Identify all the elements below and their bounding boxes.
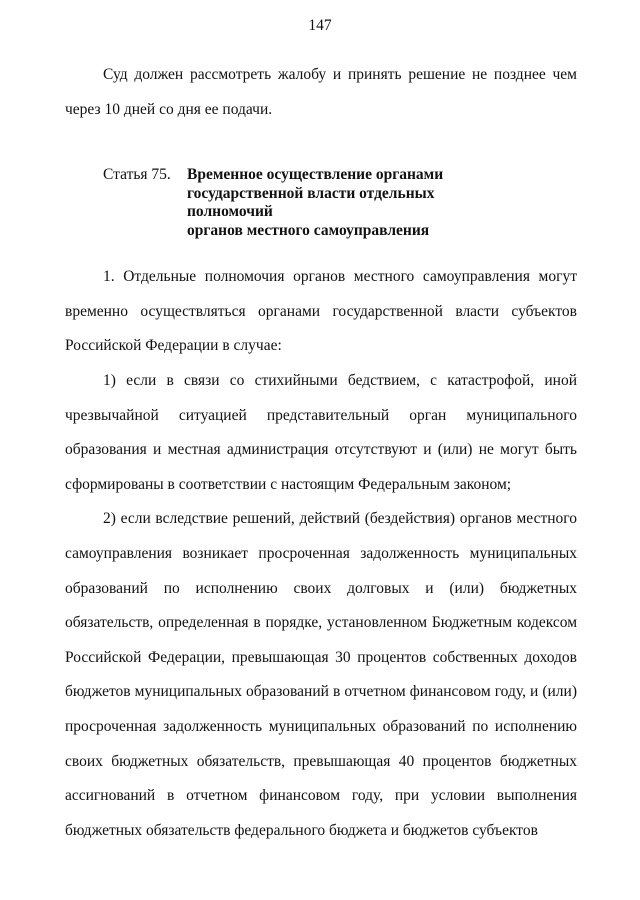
article-title-line: органов местного самоуправления — [187, 221, 430, 239]
article-label: Статья 75. — [103, 166, 171, 184]
document-body — [65, 58, 577, 848]
paragraph-item-2: 2) если вследствие решений, действий (бездействия) органов местного самоуправления возникает просроченная задолженность муниципальных образований по исполнению своих долговых и (или) бюджетных обязательств, определенная в порядке, установленном Бюджетным кодексом Российской Федерации, превышающая 30 процентов собственных доходов бюджетов муниципальных образований в отчетном финансовом году, и (или) просроченная задолженность муниципальных образований по исполнению своих бюджетных обязательств, превышающая 40 процентов бюджетных ассигнований в отчетном финансовом году, при условии выполнения бюджетных обязательств федерального бюджета и бюджетов субъектов — [65, 510, 577, 839]
article-heading — [65, 166, 577, 240]
article-title-line: Временное осуществление органами — [187, 166, 444, 184]
page-number: 147 — [308, 17, 332, 34]
article-title — [183, 166, 487, 240]
article-title-line: государственной власти отдельных полномочий — [187, 184, 435, 221]
intro-paragraph: Суд должен рассмотреть жалобу и принять решение не позднее чем через 10 дней со дня ее подачи. — [65, 66, 577, 118]
paragraph-item-1: 1) если в связи со стихийными бедствием, с катастрофой, иной чрезвычайной ситуацией представительный орган муниципального образования и местная администрация отсутствуют и (или) не могут быть сформированы в соответствии с настоящим Федеральным законом; — [65, 371, 577, 493]
paragraph-1: 1. Отдельные полномочия органов местного самоуправления могут временно осуществляться органами государственной власти субъектов Российской Федерации в случае: — [65, 268, 577, 355]
